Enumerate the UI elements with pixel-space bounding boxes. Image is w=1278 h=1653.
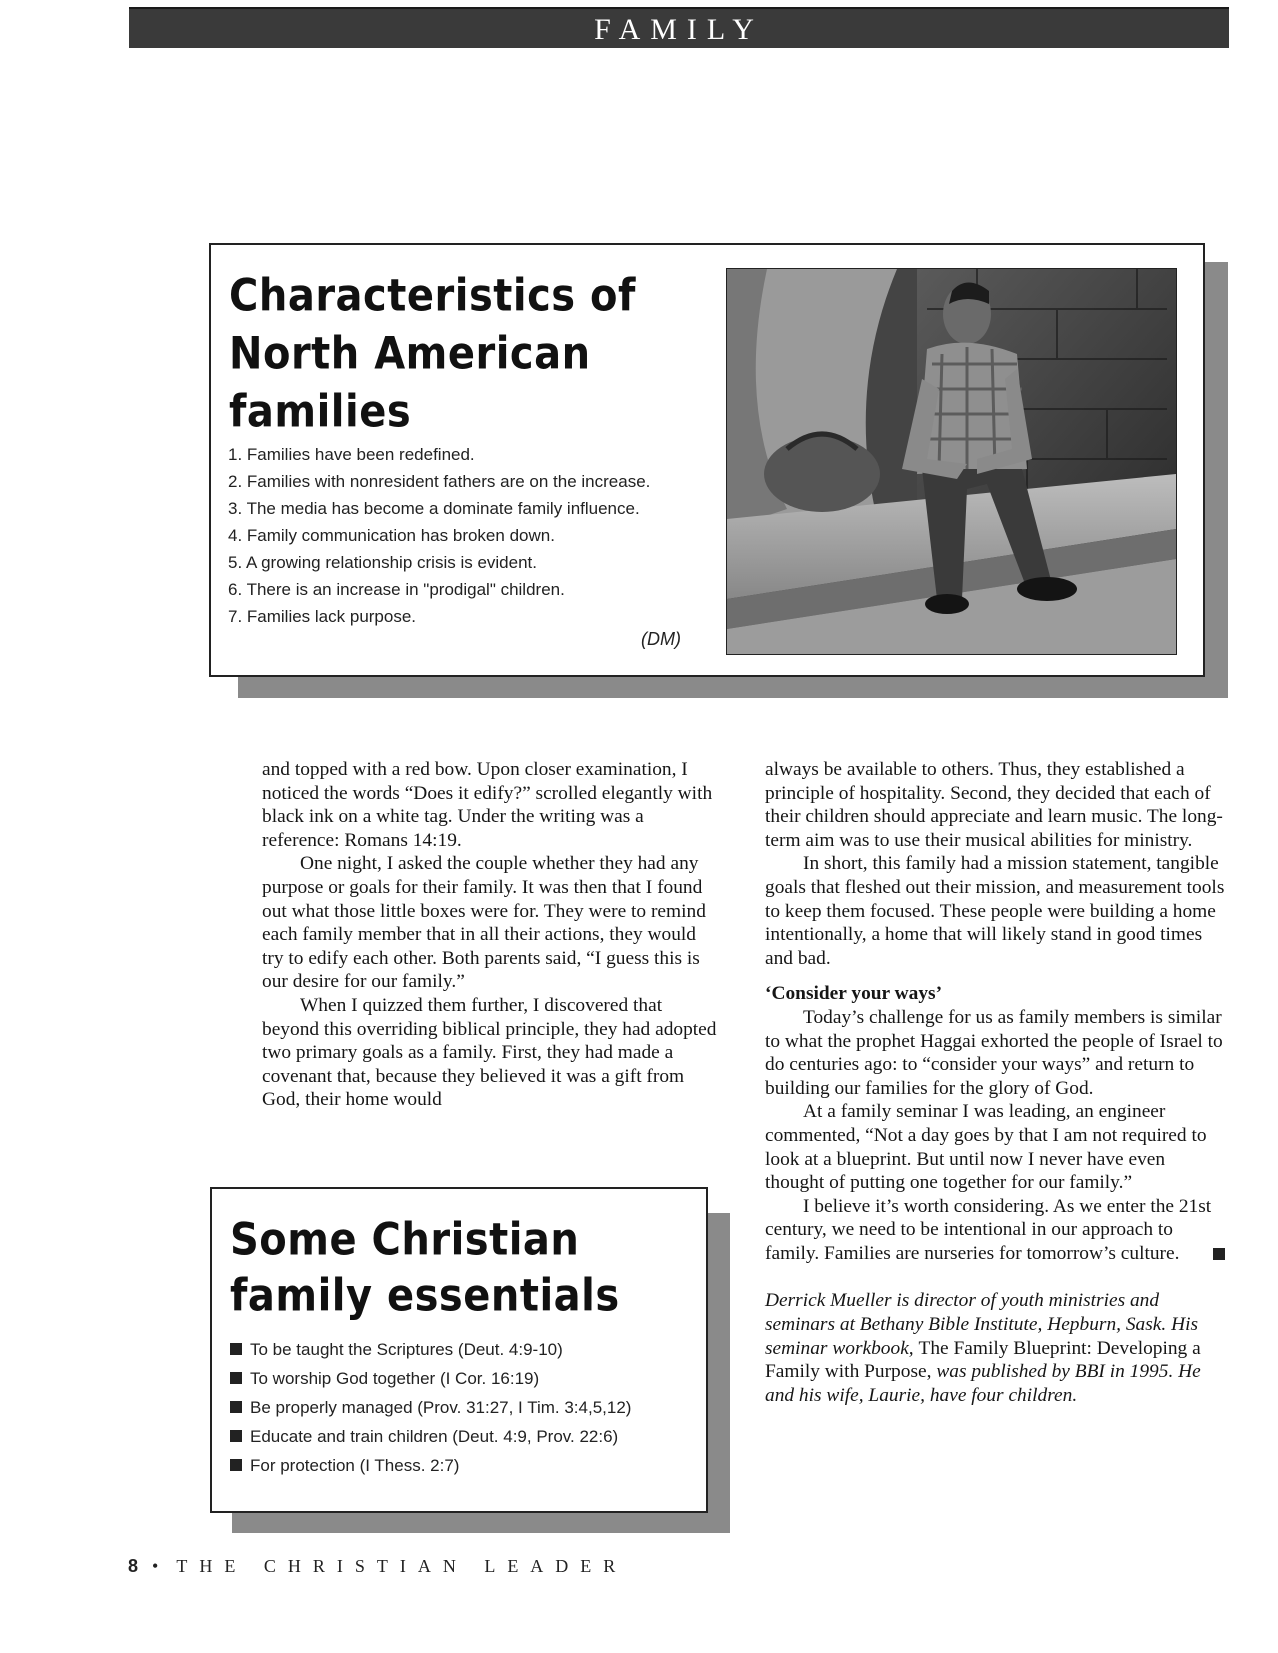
characteristics-title — [229, 267, 719, 438]
publication-name: THE CHRISTIAN LEADER — [176, 1556, 628, 1576]
list-item: 2. Families with nonresident fathers are on the increase. — [228, 472, 651, 491]
end-mark-icon — [1213, 1248, 1225, 1260]
characteristics-list — [228, 441, 698, 630]
paragraph: One night, I asked the couple whether they had any purpose or goals for their family. It was then that I found out what those little boxes were for. They were to remind each family member that in all their actions, they would try to edify each other. Both parents said, “I guess this is our desire for our family.” — [262, 853, 706, 993]
section-heading: ‘Consider your ways’ — [765, 983, 943, 1005]
list-item: 4. Family communication has broken down. — [228, 526, 555, 545]
list-item-text: Educate and train children (Deut. 4:9, Prov. 22:6) — [250, 1427, 619, 1446]
bullet-square-icon — [230, 1430, 242, 1442]
bullet-square-icon — [230, 1343, 242, 1355]
list-item — [230, 1451, 700, 1480]
paragraph — [765, 1195, 1225, 1266]
title-line: families — [229, 386, 412, 438]
bio-text: Derrick Mueller is director of youth ministries and seminars at Bethany Bible Institute, Hepburn, Sask. His seminar workbook, — [765, 1290, 1199, 1359]
paragraph: When I quizzed them further, I discovered that beyond this overriding biblical principle, they had adopted two primary goals as a family. First, they had made a covenant that, because they believed it was a gift from God, their home would — [262, 994, 717, 1111]
bio-text: was published by BBI in 1995. He and his wife, Laurie, have four children. — [765, 1361, 1201, 1406]
paragraph: In short, this family had a mission statement, tangible goals that fleshed out their mission, and measurement tools to keep them focused. These people were building a home intentionally, a home that will likely stand in good times and bad. — [765, 853, 1225, 969]
list-item: 5. A growing relationship crisis is evident. — [228, 553, 537, 572]
author-bio — [765, 1289, 1225, 1407]
bio-book-title: The Family Blueprint: Developing a Family with Purpose, — [765, 1337, 1201, 1383]
list-item — [230, 1364, 700, 1393]
title-line: Some Christian — [230, 1214, 580, 1266]
paragraph-text: I believe it’s worth considering. As we enter the 21st century, we need to be intentional in our approach to family. Families are nurseries for tomorrow’s culture. — [765, 1195, 1212, 1264]
photo-young-man-seated-icon — [726, 268, 1177, 655]
list-item — [230, 1393, 700, 1422]
list-item: 6. There is an increase in "prodigal" children. — [228, 580, 565, 599]
bullet-square-icon — [230, 1401, 242, 1413]
bullet-square-icon — [230, 1459, 242, 1471]
list-item — [230, 1335, 700, 1364]
paragraph: always be available to others. Thus, they established a principle of hospitality. Second, they decided that each of their children should appreciate and learn music. The long-term aim was to use their musical abilities for ministry. — [765, 759, 1223, 851]
section-banner-label: FAMILY — [594, 13, 764, 46]
paragraph: and topped with a red bow. Upon closer examination, I noticed the words “Does it edify?” scrolled elegantly with black ink on a white tag. Under the writing was a reference: Romans 14:19. — [262, 759, 713, 851]
list-item-text: For protection (I Thess. 2:7) — [250, 1456, 460, 1475]
essentials-box — [210, 1187, 708, 1513]
left-column — [262, 758, 720, 1112]
paragraph: Today’s challenge for us as family members is similar to what the prophet Haggai exhorted the people of Israel to do centuries ago: to “consider your ways” and return to building our families for the glory of God. — [765, 1006, 1223, 1099]
list-item-text: To be taught the Scriptures (Deut. 4:9-10) — [250, 1340, 563, 1359]
bullet-square-icon — [230, 1372, 242, 1384]
list-item-text: To worship God together (I Cor. 16:19) — [250, 1369, 540, 1388]
list-item-text: Be properly managed (Prov. 31:27, I Tim. 3:4,5,12) — [250, 1398, 632, 1417]
list-item: 1. Families have been redefined. — [228, 445, 475, 464]
paragraph: At a family seminar I was leading, an engineer commented, “Not a day goes by that I am not required to look at a blueprint. But until now I never have even thought of putting one together for our family.” — [765, 1101, 1207, 1194]
list-item — [230, 1422, 700, 1451]
page-footer — [128, 1556, 627, 1577]
footer-separator: • — [152, 1556, 159, 1576]
title-line: North American — [229, 328, 591, 380]
title-line: family essentials — [230, 1270, 620, 1322]
title-line: Characteristics of — [229, 270, 636, 322]
credit: (DM) — [641, 629, 681, 649]
list-item: 3. The media has become a dominate family influence. — [228, 499, 640, 518]
essentials-title — [230, 1211, 700, 1322]
list-item: 7. Families lack purpose. — [228, 607, 417, 626]
page-number: 8 — [128, 1556, 139, 1576]
section-banner — [129, 7, 1229, 48]
essentials-list — [230, 1335, 700, 1480]
right-column — [765, 758, 1225, 1407]
